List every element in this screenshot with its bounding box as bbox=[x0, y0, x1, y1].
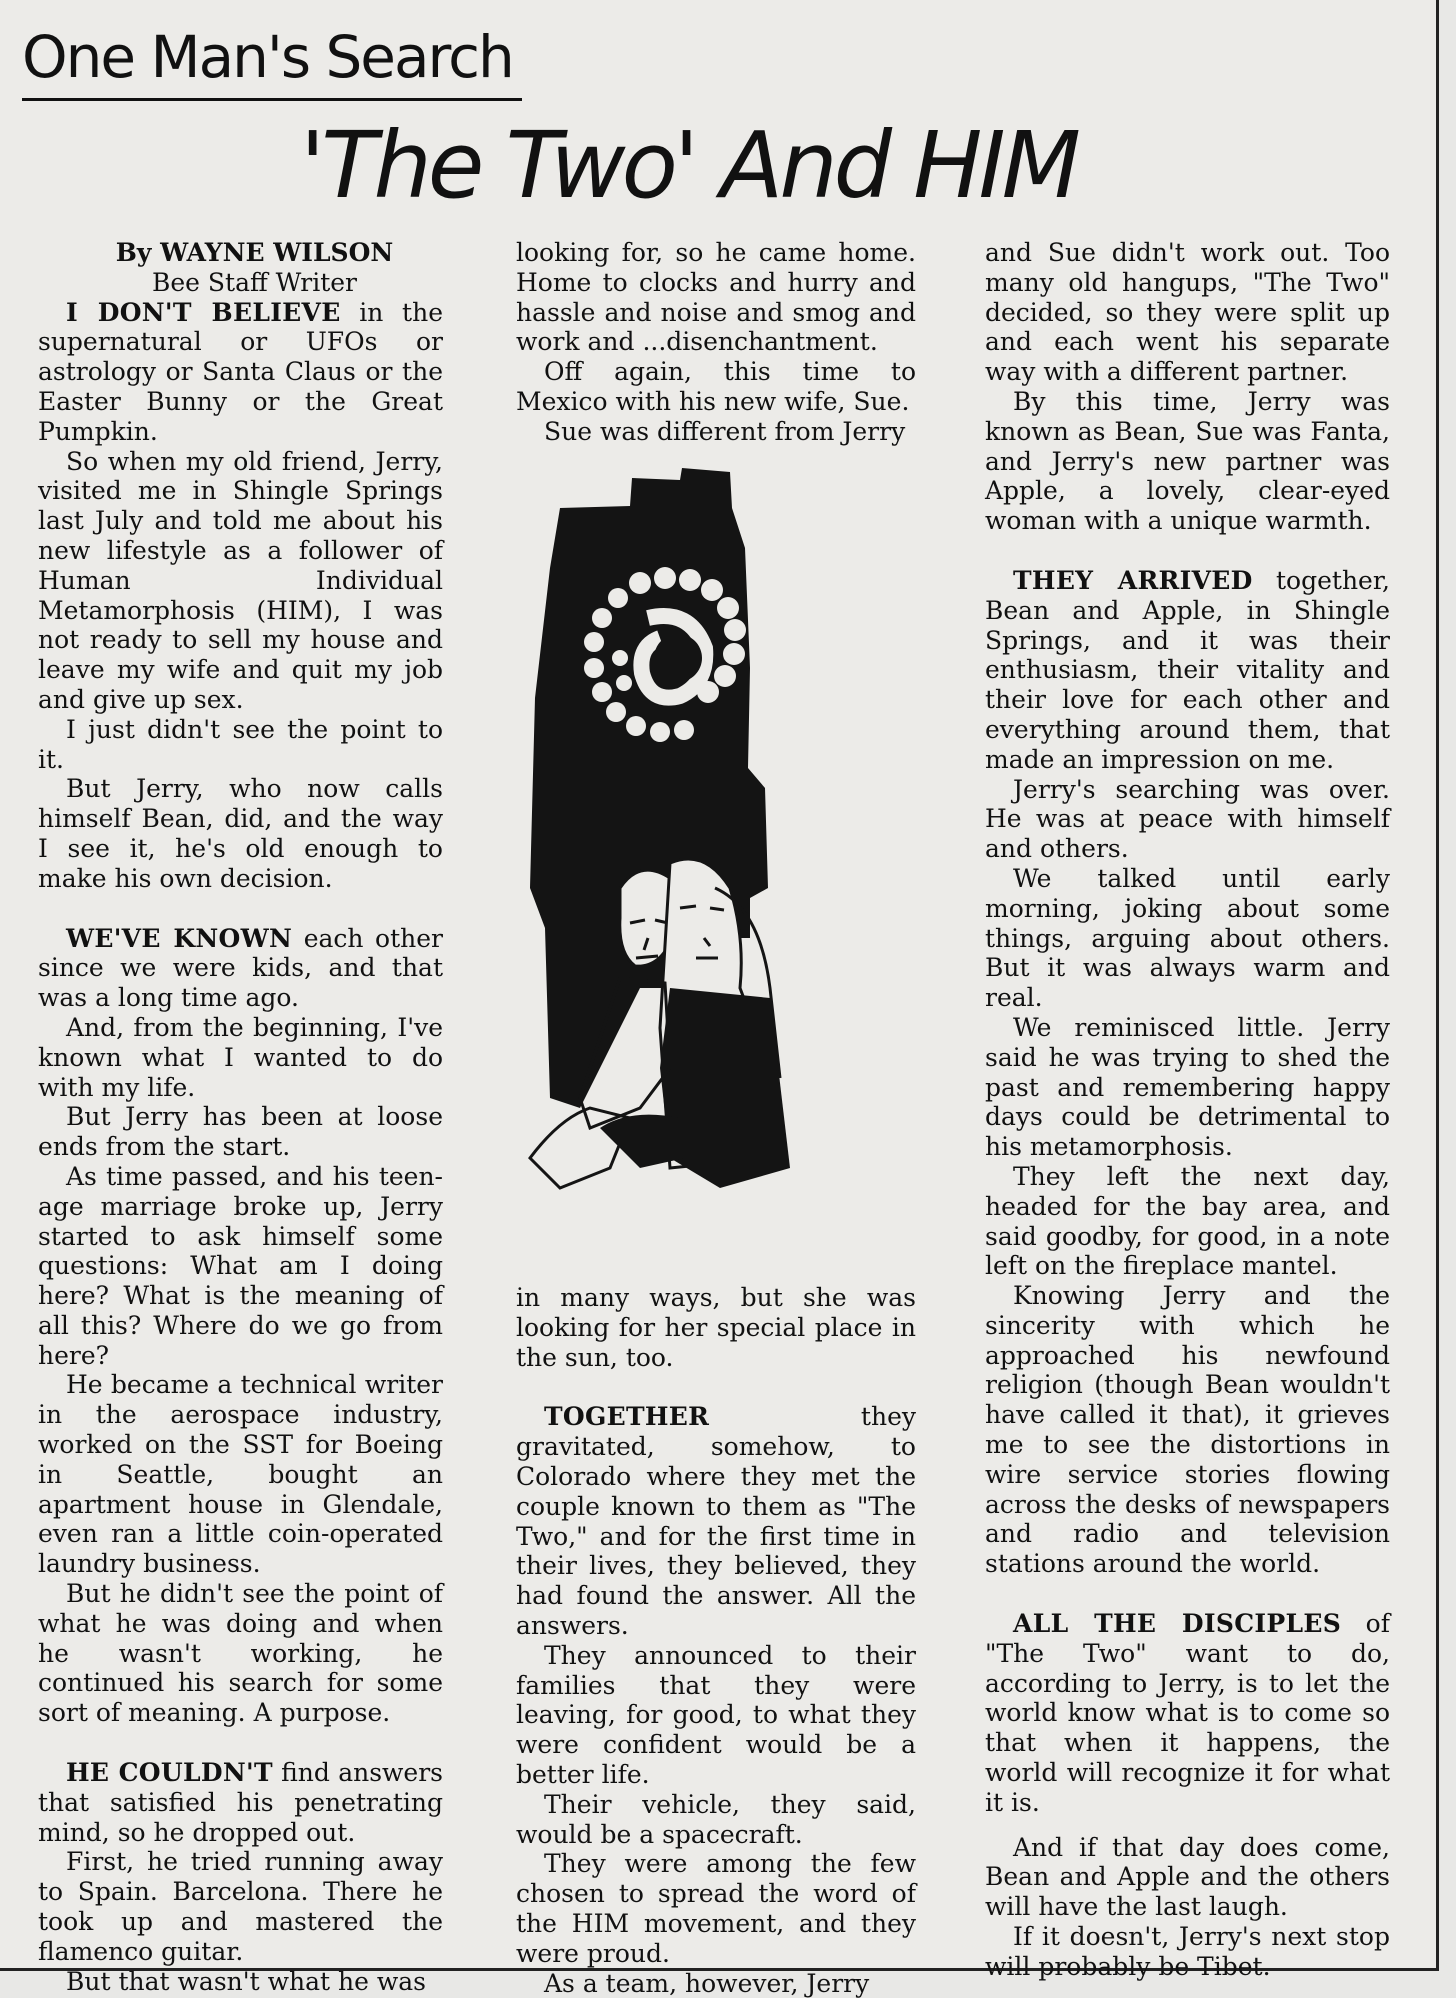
paragraph: Knowing Jerry and the sincerity with which he approached his newfound religion (though Bean wouldn't have called it that), it grieves me to see the distortions in wire service stories flowing across the desks of newspapers and radio and television stations around the world. bbox=[985, 1281, 1390, 1579]
paragraph-lead: TOGETHER bbox=[544, 1402, 710, 1432]
paragraph bbox=[38, 924, 443, 1013]
paragraph-text: each other since we were kids, and that was a long time ago. bbox=[38, 923, 443, 1013]
paragraph: He became a technical writer in the aerospace industry, worked on the SST for Boeing in Seattle, bought an apartment house in Glendale, even ran a little coin-operated laundry business. bbox=[38, 1370, 443, 1579]
paragraph-lead: THEY ARRIVED bbox=[1013, 565, 1253, 595]
paragraph-lead: WE'VE KNOWN bbox=[66, 923, 293, 953]
byline-author: By WAYNE WILSON bbox=[115, 238, 394, 267]
paragraph: We talked until early morning, joking about some things, arguing about others. But it was always warm and real. bbox=[985, 863, 1390, 1013]
paragraph: looking for, so he came home. Home to clocks and hurry and hassle and noise and smog and work and ...disenchantment. bbox=[516, 238, 916, 357]
paragraph bbox=[38, 1758, 443, 1847]
column-2-bottom bbox=[516, 1283, 916, 1998]
paragraph: So when my old friend, Jerry, visited me in Shingle Springs last July and told me about his new lifestyle as a follower of Human Individual Metamorphosis (HIM), I was not ready to sell my house and leave my wife and quit my job and give up sex. bbox=[38, 446, 443, 714]
paragraph: And, from the beginning, I've known what I wanted to do with my life. bbox=[38, 1012, 443, 1102]
paragraph-text: they gravitated, somehow, to Colorado where they met the couple known to them as "The Two," and for the first time in their lives, they believed, they had found the answer. All the answers. bbox=[516, 1402, 916, 1640]
paragraph: I just didn't see the point to it. bbox=[38, 714, 443, 774]
paragraph: They were among the few chosen to spread the word of the HIM movement, and they were proud. bbox=[516, 1849, 916, 1968]
paragraph: We reminisced little. Jerry said he was trying to shed the past and remembering happy days could be detrimental to his metamorphosis. bbox=[985, 1012, 1390, 1162]
byline-role: Bee Staff Writer bbox=[151, 267, 357, 297]
paragraph: First, he tried running away to Spain. Barcelona. There he took up and mastered the flamenco guitar. bbox=[38, 1847, 443, 1966]
column-3 bbox=[985, 238, 1390, 1982]
paragraph: As time passed, and his teen-age marriage broke up, Jerry started to ask himself some questions: What am I doing here? What is the meaning of all this? Where do we go from here? bbox=[38, 1161, 443, 1370]
headline: 'The Two' And HIM bbox=[300, 112, 1077, 219]
paragraph-text: of "The Two" want to do, according to Jerry, is to let the world know what is to come so that when it happens, the world will recognize it for what it is. bbox=[985, 1609, 1390, 1817]
paragraph-lead: I DON'T BELIEVE bbox=[66, 297, 341, 327]
paragraph: As a team, however, Jerry bbox=[544, 1968, 870, 1998]
paragraph: But he didn't see the point of what he was doing and when he wasn't working, he continued his search for some sort of meaning. A purpose. bbox=[38, 1579, 443, 1728]
paragraph: Off again, this time to Mexico with his new wife, Sue. bbox=[516, 357, 916, 416]
paragraph: They left the next day, headed for the bay area, and said goodby, for good, in a note left on the fireplace mantel. bbox=[985, 1161, 1390, 1281]
paragraph bbox=[985, 566, 1390, 775]
paragraph: If it doesn't, Jerry's next stop will probably be Tibet. bbox=[985, 1922, 1390, 1981]
paragraph: in many ways, but she was looking for her special place in the sun, too. bbox=[516, 1283, 916, 1372]
paragraph-text: together, Bean and Apple, in Shingle Springs, and it was their enthusiasm, their vitality and their love for each other and everything around them, that made an impression on me. bbox=[985, 565, 1390, 774]
paragraph: Jerry's searching was over. He was at peace with himself and others. bbox=[985, 774, 1390, 864]
paragraph bbox=[38, 298, 443, 447]
paragraph-lead: ALL THE DISCIPLES bbox=[1013, 1609, 1342, 1639]
paragraph: and Sue didn't work out. Too many old hangups, "The Two" decided, so they were split up and each went his separate way with a different partner. bbox=[985, 238, 1390, 387]
paragraph-text: in the supernatural or UFOs or astrology or Santa Claus or the Easter Bunny or the Great Pumpkin. bbox=[38, 297, 443, 446]
paragraph: Sue was different from Jerry bbox=[544, 416, 906, 446]
paragraph-text: find answers that satisfied his penetrating mind, so he dropped out. bbox=[38, 1758, 443, 1847]
illustration-couple-with-spiral-monolith bbox=[520, 468, 880, 1258]
paragraph: But Jerry, who now calls himself Bean, did, and the way I see it, he's old enough to make his own decision. bbox=[38, 774, 443, 893]
paragraph: But that wasn't what he was bbox=[66, 1966, 426, 1996]
paragraph: Their vehicle, they said, would be a spacecraft. bbox=[516, 1789, 916, 1849]
column-2-top bbox=[516, 238, 916, 447]
paragraph: They announced to their families that they were leaving, for good, to what they were confident would be a better life. bbox=[516, 1640, 916, 1789]
paragraph: By this time, Jerry was known as Bean, Sue was Fanta, and Jerry's new partner was Apple, a lovely, clear-eyed woman with a unique warmth. bbox=[985, 386, 1390, 536]
paragraph bbox=[985, 1609, 1390, 1818]
column-1 bbox=[38, 238, 443, 1996]
paragraph-lead: HE COULDN'T bbox=[66, 1758, 273, 1788]
paragraph: But Jerry has been at loose ends from the start. bbox=[38, 1102, 443, 1162]
kicker: One Man's Search bbox=[22, 28, 522, 101]
paragraph bbox=[516, 1402, 916, 1640]
paragraph: And if that day does come, Bean and Apple and the others will have the last laugh. bbox=[985, 1832, 1390, 1922]
